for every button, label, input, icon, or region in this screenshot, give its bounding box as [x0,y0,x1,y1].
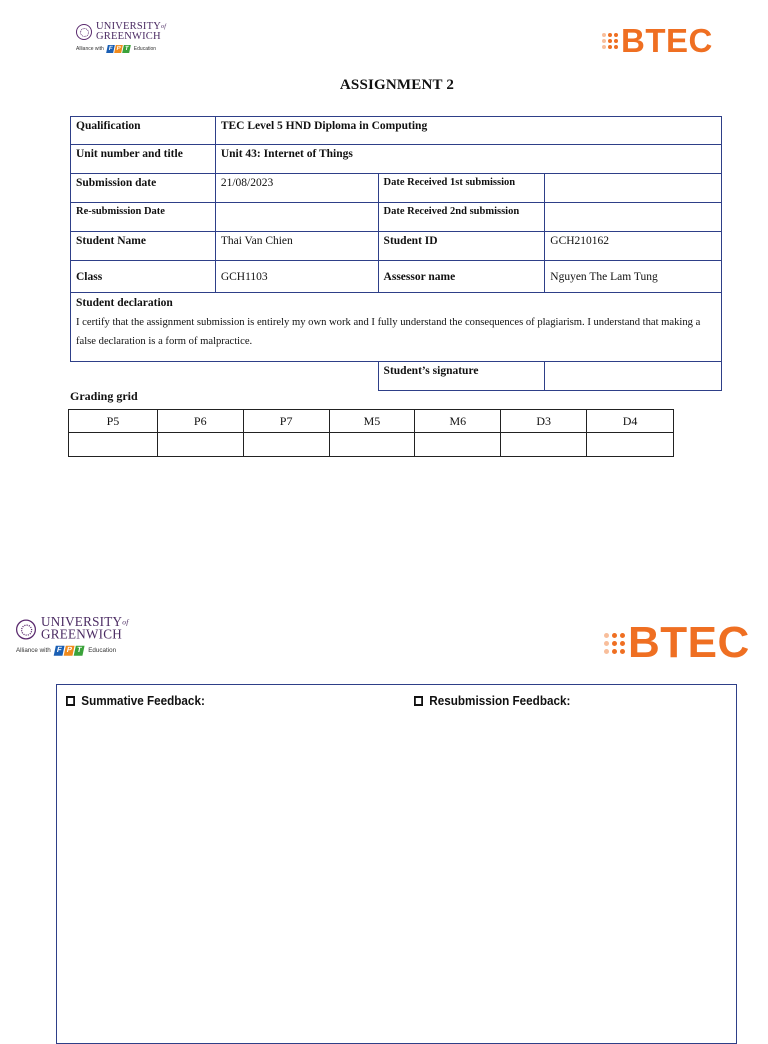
btec-dots-icon [604,633,625,654]
checkbox-icon[interactable] [66,696,75,706]
fpt-logo [107,45,131,53]
resubmission-feedback-label: Resubmission Feedback: [429,693,571,708]
student-name-value: Thai Van Chien [215,232,378,261]
checkbox-icon[interactable] [414,696,423,706]
declaration-text: I certify that the assignment submission is entirely my own work and I fully understand the consequences of plagiarism. I understand that making a false declaration is a form of malpractice. [76,317,701,347]
grade-header: D4 [587,410,674,433]
resubmission-date-label: Re-submission Date [71,203,216,232]
unit-value: Unit 43: Internet of Things [215,145,721,174]
grading-grid-title: Grading grid [70,389,138,403]
date-received-1-value [545,174,722,203]
student-name-label: Student Name [71,232,216,261]
fpt-letter: P [63,646,74,656]
assessor-label: Assessor name [378,261,545,293]
university-name-line1: UNIVERSITY [41,615,123,630]
grade-header: P5 [69,410,158,433]
university-name-line2: GREENWICH [41,628,122,642]
fpt-letter: P [115,46,121,52]
submission-date-value: 21/08/2023 [215,174,378,203]
date-received-2-label: Date Received 2nd submission [378,203,545,232]
grade-cell [501,433,587,457]
resubmission-date-value [215,203,378,232]
grade-header: P7 [243,410,329,433]
student-id-label: Student ID [378,232,545,261]
submission-date-label: Submission date [71,174,216,203]
grade-header: M6 [415,410,501,433]
fpt-letter: T [123,46,129,52]
btec-logo [602,22,713,60]
btec-logo-page2 [604,618,750,668]
university-name-of: of [122,619,129,627]
education-text: Education [133,46,157,52]
university-seal-icon [76,24,92,40]
declaration-title: Student declaration [76,297,173,309]
qualification-label: Qualification [71,117,216,145]
education-text: Education [88,647,117,655]
fpt-letter: F [53,646,64,656]
university-logo-page2 [16,617,129,656]
assignment-title: ASSIGNMENT 2 [339,77,455,93]
resubmission-feedback-heading [414,693,570,708]
grade-cell [415,433,501,457]
class-value: GCH1103 [215,261,378,293]
feedback-box [56,684,737,1044]
fpt-letter: F [107,46,113,52]
assignment-info-table [70,116,722,391]
alliance-text: Alliance with [16,647,51,655]
grade-header: P6 [157,410,243,433]
student-id-value: GCH210162 [545,232,722,261]
unit-label: Unit number and title [71,145,216,174]
summative-feedback-label: Summative Feedback: [81,693,205,708]
grade-cell [243,433,329,457]
grade-cell [69,433,158,457]
fpt-logo [54,646,84,656]
signature-spacer [71,362,379,391]
university-seal-icon [16,620,36,640]
university-name-line2: GREENWICH [96,31,161,42]
date-received-1-label: Date Received 1st submission [378,174,545,203]
university-logo [76,22,166,53]
grade-cell [329,433,415,457]
signature-value [545,362,722,391]
student-declaration [71,293,722,362]
btec-dots-icon [602,33,618,49]
assessor-value: Nguyen The Lam Tung [545,261,722,293]
signature-label: Student’s signature [378,362,545,391]
university-name-line1: UNIVERSITY [96,21,161,32]
alliance-text: Alliance with [76,46,104,52]
grade-header: M5 [329,410,415,433]
grading-grid-table [68,409,674,457]
grade-cell [587,433,674,457]
class-label: Class [71,261,216,293]
btec-wordmark: BTEC [621,22,713,59]
qualification-value: TEC Level 5 HND Diploma in Computing [215,117,721,145]
btec-wordmark: BTEC [628,618,750,667]
grade-header: D3 [501,410,587,433]
summative-feedback-heading [66,693,205,708]
university-name-of: of [161,24,167,30]
grade-cell [157,433,243,457]
date-received-2-value [545,203,722,232]
fpt-letter: T [73,646,84,656]
